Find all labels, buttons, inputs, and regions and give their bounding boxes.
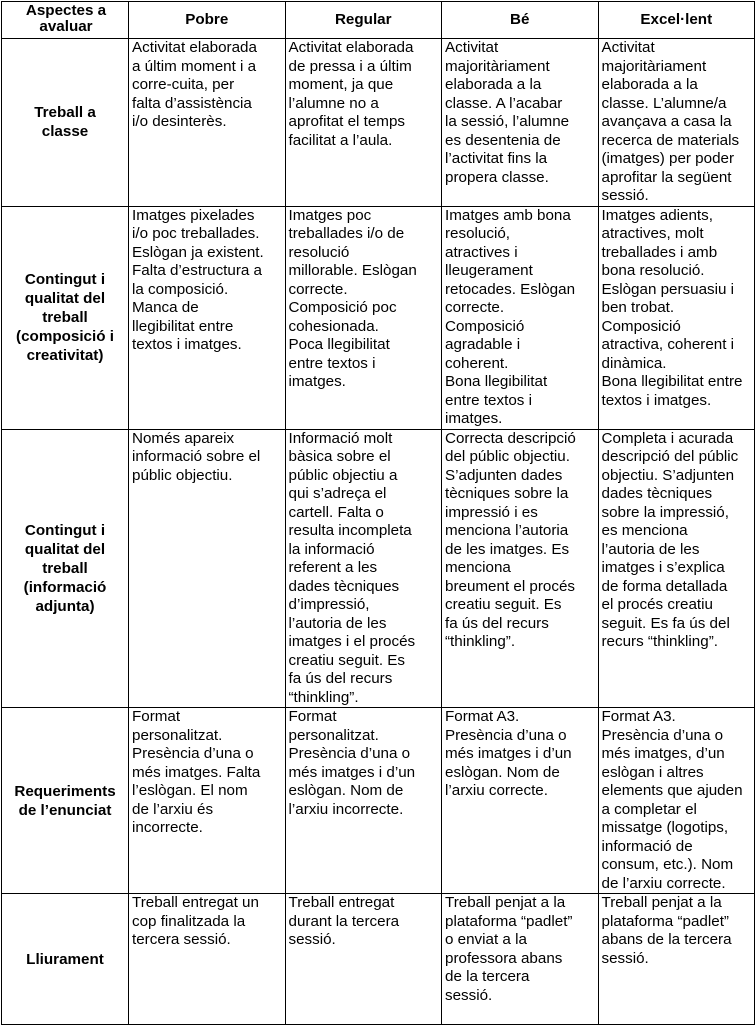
level-cell-pobre: Només apareix informació sobre el públic objectiu.: [129, 429, 286, 708]
level-cell-be: Correcta descripció del públic objectiu. S’adjunten dades tècniques sobre la impressió i es menciona l’autoria de les imatges. Es menciona breument el procés creatiu seguit. Es fa ús del recurs “thinkling”.: [442, 429, 599, 708]
level-cell-be: Activitat majoritàriament elaborada a la classe. A l’acabar la sessió, l’alumne es desentenia de l’activitat fins la propera classe.: [442, 39, 599, 207]
rubric-table: [1, 1, 755, 1025]
level-cell-pobre: Imatges pixelades i/o poc treballades. Eslògan ja existent. Falta d’estructura a la composició. Manca de llegibilitat entre textos i imatges.: [129, 206, 286, 429]
level-header-be: Bé: [442, 2, 599, 39]
aspect-cell: [2, 429, 129, 708]
aspect-cell: [2, 206, 129, 429]
level-cell-excellent: Activitat majoritàriament elaborada a la classe. L’alumne/a avançava a casa la recerca de materials (imatges) per poder aprofitar la següent sessió.: [598, 39, 755, 207]
level-cell-regular: Informació molt bàsica sobre el públic objectiu a qui s’adreça el cartell. Falta o resulta incompleta la informació referent a les dades tècniques d’impressió, l’autoria de les imatges i el procés creatiu seguit. Es fa ús del recurs “thinkling”.: [285, 429, 442, 708]
level-cell-excellent: Format A3. Presència d’una o més imatges, d’un eslògan i altres elements que ajuden a completar el missatge (logotips, informació de consum, etc.). Nom de l’arxiu correcte.: [598, 708, 755, 894]
table-row: [2, 39, 755, 207]
level-cell-be: Imatges amb bona resolució, atractives i lleugerament retocades. Eslògan correcte. Composició agradable i coherent. Bona llegibilitat entre textos i imatges.: [442, 206, 599, 429]
level-cell-excellent: Completa i acurada descripció del públic objectiu. S’adjunten dades tècniques sobre la impressió, es menciona l’autoria de les imatges i s’explica de forma detallada el procés creatiu seguit. Es fa ús del recurs “thinkling”.: [598, 429, 755, 708]
level-cell-regular: Treball entregat durant la tercera sessió.: [285, 894, 442, 1025]
aspect-column-header-label: Aspectes a avaluar: [25, 2, 107, 35]
level-cell-regular: Activitat elaborada de pressa i a últim moment, ja que l’alumne no a aprofitat el temps facilitat a l’aula.: [285, 39, 442, 207]
level-cell-be: Treball penjat a la plataforma “padlet” o enviat a la professora abans de la tercera sessió.: [442, 894, 599, 1025]
aspect-cell: [2, 894, 129, 1025]
table-row: [2, 206, 755, 429]
level-cell-regular: Imatges poc treballades i/o de resolució millorable. Eslògan correcte. Composició poc cohesionada. Poca llegibilitat entre textos i imatges.: [285, 206, 442, 429]
aspect-label: Contingut i qualitat del treball (informació adjunta): [23, 521, 107, 615]
level-header-excellent: Excel·lent: [598, 2, 755, 39]
level-header-regular: Regular: [285, 2, 442, 39]
header-row: [2, 2, 755, 39]
aspect-label: Lliurament: [26, 950, 104, 968]
level-cell-regular: Format personalitzat. Presència d’una o més imatges i d’un eslògan. Nom de l’arxiu incorrecte.: [285, 708, 442, 894]
aspect-label: Treball a classe: [34, 104, 96, 141]
level-cell-pobre: Treball entregat un cop finalitzada la tercera sessió.: [129, 894, 286, 1025]
aspect-column-header: [2, 2, 129, 39]
aspect-label: Requeriments de l’enunciat: [14, 782, 116, 819]
table-row: [2, 429, 755, 708]
level-cell-excellent: Imatges adients, atractives, molt treballades i amb bona resolució. Eslògan persuasiu i ben trobat. Composició atractiva, coherent i dinàmica. Bona llegibilitat entre textos i imatges.: [598, 206, 755, 429]
aspect-cell: [2, 708, 129, 894]
level-cell-be: Format A3. Presència d’una o més imatges i d’un eslògan. Nom de l’arxiu correcte.: [442, 708, 599, 894]
aspect-cell: [2, 39, 129, 207]
level-cell-pobre: Format personalitzat. Presència d’una o més imatges. Falta l’eslògan. El nom de l’arxiu és incorrecte.: [129, 708, 286, 894]
table-row: [2, 708, 755, 894]
aspect-label: Contingut i qualitat del treball (composició i creativitat): [16, 271, 114, 364]
table-row: [2, 894, 755, 1025]
level-header-pobre: Pobre: [129, 2, 286, 39]
level-cell-excellent: Treball penjat a la plataforma “padlet” abans de la tercera sessió.: [598, 894, 755, 1025]
level-cell-pobre: Activitat elaborada a últim moment i a corre-cuita, per falta d’assistència i/o desinterès.: [129, 39, 286, 207]
